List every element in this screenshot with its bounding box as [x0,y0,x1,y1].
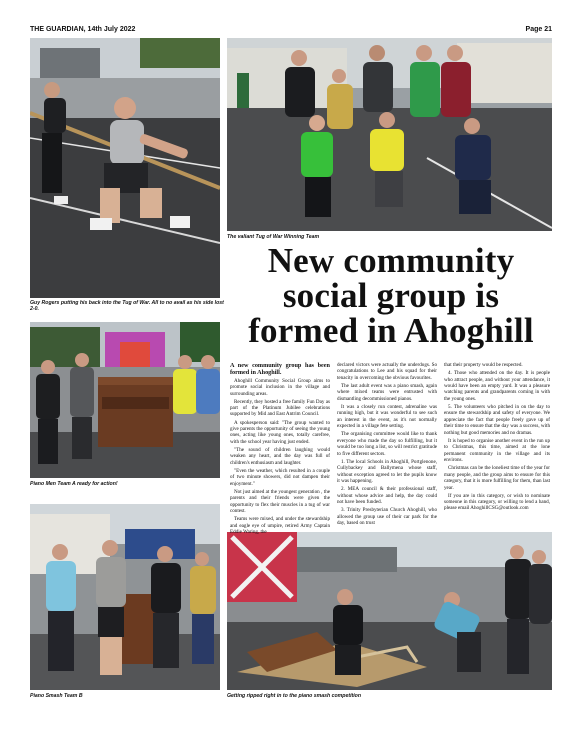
article-paragraph: 4. Those who attended on the day. It is people who attract people, and without your attendance, it would have been an empty yard. It was a pleasure watching parents and grandparents coming in with the young ones. [444,370,550,402]
article-paragraph: The organising committee would like to thank everyone who made the day so fulfilling, but it would be too long a list, so will restrict gratitude to five different sectors. [337,431,437,457]
article-paragraph: Not just aimed at the youngest generation , the parents and their friends were given the opportunity to flex their muscles in a tug of war contest. [230,488,330,515]
article-paragraph: It is hoped to organise another event in the run up to Christmas, this time, aimed at the lone permanent community in the village and its environs. [444,437,550,464]
headline-line-1: New community [267,241,515,280]
photo-piano-smash-team-b [30,504,220,690]
publication-date: THE GUARDIAN, 14th July 2022 [30,26,136,33]
article-lead: A new community group has been formed in Ahoghill. [230,362,330,376]
article-paragraph: If you are in this category, or wish to nominate someone in this category, or willing to lend a hand, please email AhoghillCSG@outlook.com [444,492,550,512]
article-paragraph: Teams were mixed, and under the stewardship and eagle eye of umpire, retired Army Captain Eddie Waring, the [230,516,330,536]
article-paragraph: Recently, they hosted a free family Fun Day as part of the Platinum Jubilee celebrations supported by Mid and East Antrim Council. [230,398,330,418]
article-paragraph: "The sound of children laughing would weaken any heart, and the day was full of children's enthusiasm and laughter. [230,446,330,466]
page-number: Page 21 [525,26,552,33]
caption-tug-pull: Guy Rogers putting his back into the Tug of War. All to no avail as his side lost 2-0. [30,300,224,313]
article-column-3 [444,362,550,514]
caption-piano-smash: Getting ripped right in to the piano smash competition [227,693,362,699]
headline [232,243,550,348]
headline-line-3: formed in Ahoghill [248,311,534,350]
article-paragraph: declared victors were actually the underdogs. So congratulations to Lee and his squad for their tenacity in overcoming the obvious favourites. [337,362,437,381]
photo-piano-smash-competition [227,532,552,690]
article-column-1 [230,362,330,537]
page-header [30,26,552,36]
article-paragraph: 5. The volunteers who pitched in on the day to ensure the stewardship and safety of everyone. We appreciate the fact that people freely gave up of their time to ensure that the day was a success, with nothing but good memories and no dramas. [444,403,550,436]
headline-line-2: social group is [282,276,500,315]
photo-piano-men-team-a [30,322,220,478]
photo-tug-of-war-pull [30,38,220,298]
article-paragraph: Christmas can be the loneliest time of the year for many people, and the group aims to ensure for this category, that it is more fulfilling for them, than last year. [444,465,550,491]
photo-tug-of-war-winning-team [227,38,552,231]
caption-tug-winning: The valiant Tug of War Winning Team [227,234,320,240]
article-paragraph: 1. The local Schools in Ahoghill, Portglenone, Cullybackey and Ballymena whose staff, without exception agreed to let the pupils know it was happening. [337,458,437,485]
caption-piano-a: Piano Men Team A ready for action! [30,481,118,487]
article-paragraph: "Even the weather, which resulted in a couple of two minute showers, did not dampen their enjoyment." [230,467,330,487]
article-paragraph: 3. Trinity Presbyterian Church Ahoghill, who allowed the group use of their car park for the day, based on trust [337,507,437,526]
article-paragraph: A spokesperson said: "The group wanted to give parents the opportunity of seeing the young ones, acting like young ones, totally carefree, with the school year having just ended. [230,419,330,445]
article-paragraph: It was a closely run contest, adrenaline was running high, but it was wonderful to see such an interest in the event, as it's not normally expected in a village fete setting. [337,403,437,430]
article-paragraph: 2. MEA council & their professional staff, without whose advice and help, the day could not have been funded. [337,486,437,506]
article-paragraph: Ahoghill Community Social Group aims to promote social inclusion in the village and surrounding areas. [230,377,330,397]
article-paragraph: The last adult event was a piano smash, again where mixed teams were entrusted with dismantling decommissioned pianos. [337,382,437,402]
article-column-2 [337,362,437,528]
caption-piano-b: Piano Smash Team B [30,693,83,699]
article-paragraph: that their property would be respected. [444,362,523,368]
